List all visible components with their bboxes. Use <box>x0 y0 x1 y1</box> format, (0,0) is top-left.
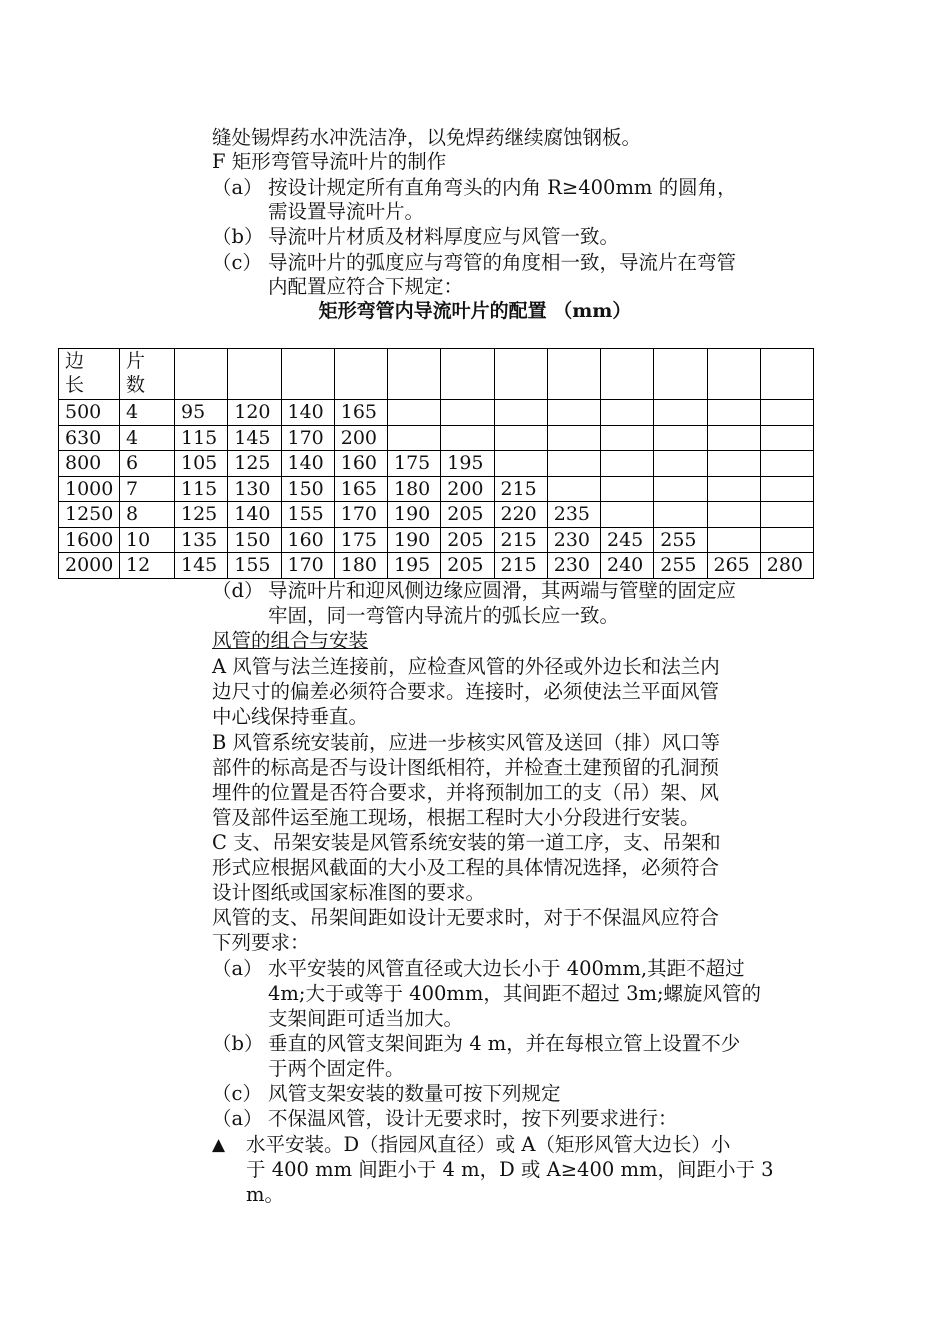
vane-spacing-cell <box>707 527 760 553</box>
vane-spacing-cell: 195 <box>388 553 441 579</box>
vane-spacing-cell: 170 <box>281 425 334 451</box>
req-b-label: （b） <box>212 1032 264 1055</box>
vane-spacing-cell: 140 <box>228 502 281 528</box>
vane-spacing-cell: 235 <box>547 502 600 528</box>
item-a-label: （a） <box>212 176 263 199</box>
vane-spacing-cell <box>707 425 760 451</box>
vane-spacing-cell: 130 <box>228 476 281 502</box>
vane-spacing-cell: 180 <box>334 553 387 579</box>
vane-spacing-cell <box>494 425 547 451</box>
vane-spacing-cell: 145 <box>175 553 228 579</box>
vane-spacing-cell: 240 <box>601 553 654 579</box>
header-empty-cell <box>441 349 494 400</box>
vane-spacing-cell <box>654 425 707 451</box>
vane-spacing-cell <box>760 400 813 426</box>
para-b-line: 部件的标高是否与设计图纸相符，并检查土建预留的孔洞预 <box>212 756 720 779</box>
vane-spacing-cell: 170 <box>334 502 387 528</box>
vane-spacing-cell: 205 <box>441 502 494 528</box>
vane-spacing-cell: 175 <box>334 527 387 553</box>
table-row <box>59 502 814 528</box>
vane-spacing-cell <box>494 400 547 426</box>
header-empty-cell <box>547 349 600 400</box>
table-title: 矩形弯管内导流叶片的配置 （mm） <box>318 300 632 322</box>
vane-spacing-cell: 160 <box>334 451 387 477</box>
para-a-line: 边尺寸的偏差必须符合要求。连接时，必须使法兰平面风管 <box>212 680 720 703</box>
vane-spacing-cell <box>760 502 813 528</box>
table-header-row <box>59 349 814 400</box>
vane-spacing-cell: 220 <box>494 502 547 528</box>
header-empty-cell <box>654 349 707 400</box>
vane-spacing-cell: 205 <box>441 527 494 553</box>
vane-spacing-cell: 125 <box>175 502 228 528</box>
spacing-para-line: 风管的支、吊架间距如设计无要求时，对于不保温风应符合 <box>212 906 720 929</box>
vane-spacing-cell: 215 <box>494 476 547 502</box>
vane-spacing-cell: 200 <box>334 425 387 451</box>
table-row <box>59 451 814 477</box>
vane-spacing-cell: 180 <box>388 476 441 502</box>
vane-spacing-cell <box>654 451 707 477</box>
side-length-cell: 630 <box>59 425 120 451</box>
req-a-line: 4m;大于或等于 400mm，其间距不超过 3m;螺旋风管的 <box>268 982 762 1005</box>
item-d-line1: 导流叶片和迎风侧边缘应圆滑，其两端与管壁的固定应 <box>268 579 737 602</box>
vane-spacing-cell: 200 <box>441 476 494 502</box>
vane-spacing-cell <box>547 400 600 426</box>
req-c-label: （c） <box>212 1082 262 1105</box>
vane-spacing-cell: 120 <box>228 400 281 426</box>
vane-spacing-cell: 190 <box>388 502 441 528</box>
vane-spacing-cell: 195 <box>441 451 494 477</box>
triangle-bullet-icon: ▲ <box>212 1135 226 1155</box>
vane-spacing-cell: 215 <box>494 527 547 553</box>
vane-spacing-cell <box>760 425 813 451</box>
side-length-cell: 500 <box>59 400 120 426</box>
vane-count-cell: 10 <box>120 527 175 553</box>
bullet-line: 于 400 mm 间距小于 4 m，D 或 A≥400 mm，间距小于 3 <box>246 1158 774 1181</box>
item-c-line1: 导流叶片的弧度应与弯管的角度相一致，导流片在弯管 <box>268 251 737 274</box>
vane-spacing-cell: 105 <box>175 451 228 477</box>
vane-spacing-cell: 245 <box>601 527 654 553</box>
vane-spacing-cell: 160 <box>281 527 334 553</box>
vane-spacing-cell <box>601 502 654 528</box>
vane-spacing-cell: 165 <box>334 400 387 426</box>
header-empty-cell <box>334 349 387 400</box>
vane-spacing-cell: 95 <box>175 400 228 426</box>
vane-count-cell: 6 <box>120 451 175 477</box>
vane-spacing-cell <box>654 476 707 502</box>
header-count-line2: 数 <box>126 374 146 396</box>
vane-spacing-cell: 205 <box>441 553 494 579</box>
header-count-line1: 片 <box>126 350 146 372</box>
item-d-label: （d） <box>212 579 264 602</box>
vane-count-cell: 12 <box>120 553 175 579</box>
header-side-line1: 边 <box>65 350 85 372</box>
vane-config-table <box>58 348 814 579</box>
vane-spacing-cell: 230 <box>547 553 600 579</box>
table-row <box>59 425 814 451</box>
table-row <box>59 527 814 553</box>
para-c-line: C 支、吊架安装是风管系统安装的第一道工序，支、吊架和 <box>212 831 721 854</box>
vane-spacing-cell <box>601 451 654 477</box>
side-length-cell: 1250 <box>59 502 120 528</box>
side-length-cell: 1600 <box>59 527 120 553</box>
header-empty-cell <box>707 349 760 400</box>
side-length-cell: 1000 <box>59 476 120 502</box>
bullet-line: 水平安装。D（指园风直径）或 A（矩形风管大边长）小 <box>246 1133 731 1156</box>
para-c-line: 形式应根据风截面的大小及工程的具体情况选择，必须符合 <box>212 856 720 879</box>
vane-spacing-cell <box>707 451 760 477</box>
vane-spacing-cell <box>547 425 600 451</box>
spacing-para-line: 下列要求： <box>212 931 310 954</box>
para-a-line: A 风管与法兰连接前，应检查风管的外径或外边长和法兰内 <box>212 655 720 678</box>
item-a-line2: 需设置导流叶片。 <box>268 200 425 223</box>
item-b-line1: 导流叶片材质及材料厚度应与风管一致。 <box>268 225 620 248</box>
req-a-label: （a） <box>212 957 263 980</box>
req-b-line: 垂直的风管支架间距为 4 m，并在每根立管上设置不少 <box>268 1032 741 1055</box>
req-a2-label: （a） <box>212 1107 263 1130</box>
para-b-line: B 风管系统安装前，应进一步核实风管及送回（排）风口等 <box>212 731 721 754</box>
vane-spacing-cell: 150 <box>281 476 334 502</box>
section-heading-assembly: 风管的组合与安装 <box>212 629 369 652</box>
vane-spacing-cell: 150 <box>228 527 281 553</box>
req-a-line: 支架间距可适当加大。 <box>268 1007 464 1030</box>
vane-spacing-cell: 155 <box>228 553 281 579</box>
vane-spacing-cell <box>441 400 494 426</box>
header-empty-cell <box>494 349 547 400</box>
vane-count-cell: 8 <box>120 502 175 528</box>
item-a-line1: 按设计规定所有直角弯头的内角 R≥400mm 的圆角， <box>268 176 737 199</box>
vane-count-cell: 7 <box>120 476 175 502</box>
vane-spacing-cell: 145 <box>228 425 281 451</box>
table-row <box>59 553 814 579</box>
vane-spacing-cell <box>760 527 813 553</box>
vane-count-cell: 4 <box>120 400 175 426</box>
para-c-line: 设计图纸或国家标准图的要求。 <box>212 881 486 904</box>
item-c-label: （c） <box>212 251 262 274</box>
vane-spacing-cell: 190 <box>388 527 441 553</box>
vane-spacing-cell <box>388 425 441 451</box>
vane-spacing-cell <box>601 425 654 451</box>
vane-spacing-cell: 215 <box>494 553 547 579</box>
vane-spacing-cell <box>388 400 441 426</box>
side-length-cell: 2000 <box>59 553 120 579</box>
vane-spacing-cell: 165 <box>334 476 387 502</box>
para-a-line: 中心线保持垂直。 <box>212 705 369 728</box>
header-empty-cell <box>281 349 334 400</box>
para-b-line: 埋件的位置是否符合要求，并将预制加工的支（吊）架、风 <box>212 781 720 804</box>
bullet-line: m。 <box>246 1183 284 1206</box>
table-row <box>59 476 814 502</box>
vane-spacing-cell: 115 <box>175 476 228 502</box>
section-heading-f: F 矩形弯管导流叶片的制作 <box>212 150 447 173</box>
vane-spacing-cell: 140 <box>281 451 334 477</box>
side-length-cell: 800 <box>59 451 120 477</box>
vane-spacing-cell <box>441 425 494 451</box>
vane-spacing-cell <box>760 476 813 502</box>
req-b-line: 于两个固定件。 <box>268 1057 405 1080</box>
req-a2-line: 不保温风管，设计无要求时，按下列要求进行： <box>268 1107 678 1130</box>
text-line: 缝处锡焊药水冲洗洁净，以免焊药继续腐蚀钢板。 <box>212 126 642 149</box>
header-side-line2: 长 <box>65 374 85 396</box>
para-b-line: 管及部件运至施工现场，根据工程时大小分段进行安装。 <box>212 806 700 829</box>
vane-spacing-cell: 280 <box>760 553 813 579</box>
vane-spacing-cell: 115 <box>175 425 228 451</box>
header-vane-count <box>120 349 175 400</box>
vane-spacing-cell: 125 <box>228 451 281 477</box>
vane-spacing-cell: 175 <box>388 451 441 477</box>
vane-spacing-cell <box>707 502 760 528</box>
vane-spacing-cell: 265 <box>707 553 760 579</box>
vane-spacing-cell <box>601 400 654 426</box>
vane-spacing-cell <box>707 476 760 502</box>
vane-spacing-cell <box>760 451 813 477</box>
vane-spacing-cell: 135 <box>175 527 228 553</box>
table-row <box>59 400 814 426</box>
vane-spacing-cell: 140 <box>281 400 334 426</box>
req-a-line: 水平安装的风管直径或大边长小于 400mm,其距不超过 <box>268 957 745 980</box>
header-empty-cell <box>601 349 654 400</box>
vane-spacing-cell <box>547 451 600 477</box>
vane-spacing-cell <box>654 400 707 426</box>
vane-spacing-cell: 255 <box>654 553 707 579</box>
header-empty-cell <box>388 349 441 400</box>
item-c-line2: 内配置应符合下规定： <box>268 275 464 298</box>
vane-spacing-cell <box>547 476 600 502</box>
header-empty-cell <box>175 349 228 400</box>
header-empty-cell <box>760 349 813 400</box>
vane-count-cell: 4 <box>120 425 175 451</box>
vane-spacing-cell: 170 <box>281 553 334 579</box>
vane-spacing-cell <box>494 451 547 477</box>
vane-spacing-cell <box>654 502 707 528</box>
item-b-label: （b） <box>212 225 264 248</box>
req-c-line: 风管支架安装的数量可按下列规定 <box>268 1082 561 1105</box>
vane-spacing-cell: 155 <box>281 502 334 528</box>
vane-spacing-cell: 255 <box>654 527 707 553</box>
vane-spacing-cell <box>601 476 654 502</box>
header-empty-cell <box>228 349 281 400</box>
item-d-line2: 牢固，同一弯管内导流片的弧长应一致。 <box>268 604 620 627</box>
header-side-length <box>59 349 120 400</box>
vane-spacing-cell: 230 <box>547 527 600 553</box>
vane-spacing-cell <box>707 400 760 426</box>
